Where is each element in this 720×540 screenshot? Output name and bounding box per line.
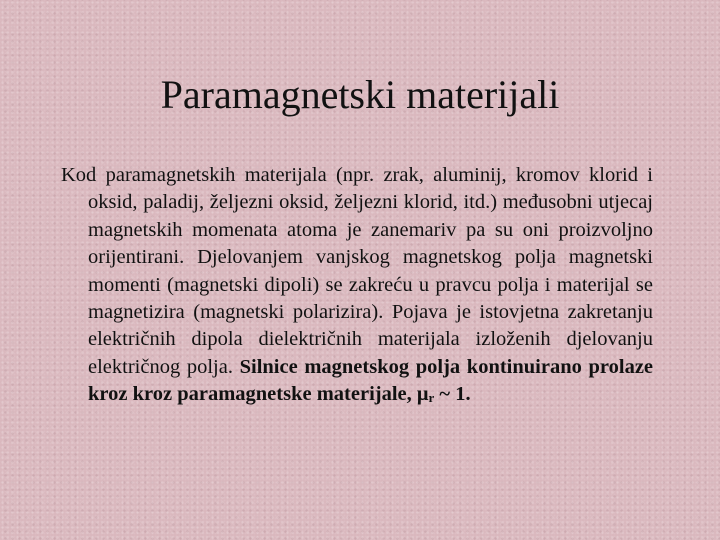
slide-title: Paramagnetski materijali — [160, 72, 560, 117]
slide-body-text — [61, 162, 653, 412]
approx-symbol: ~ — [439, 383, 451, 406]
mu-subscript: r — [428, 390, 435, 406]
body-bold-text: Silnice magnetskog polja kontinuirano prolaze kroz kroz paramagnetske materijale, — [88, 355, 654, 406]
approx-value: 1. — [455, 383, 471, 406]
mu-symbol: μ — [416, 383, 429, 406]
body-plain-text: Kod paramagnetskih materijala (npr. zrak, aluminij, kromov klorid i oksid, paladij, željezni oksid, željezni klorid, itd.) međusobni utjecaj magnetskih momenata atoma je zanemariv pa su oni proizvoljno orijentirani. Djelovanjem vanjskog magnetskog polja magnetski momenti (magnetski dipoli) se zakreću u pravcu polja i materijal se magnetizira (magnetski polarizira). Pojava je istovjetna zakretanju električnih dipola dielektričnih materijala izloženih djelovanju električnog polja. — [61, 164, 653, 378]
